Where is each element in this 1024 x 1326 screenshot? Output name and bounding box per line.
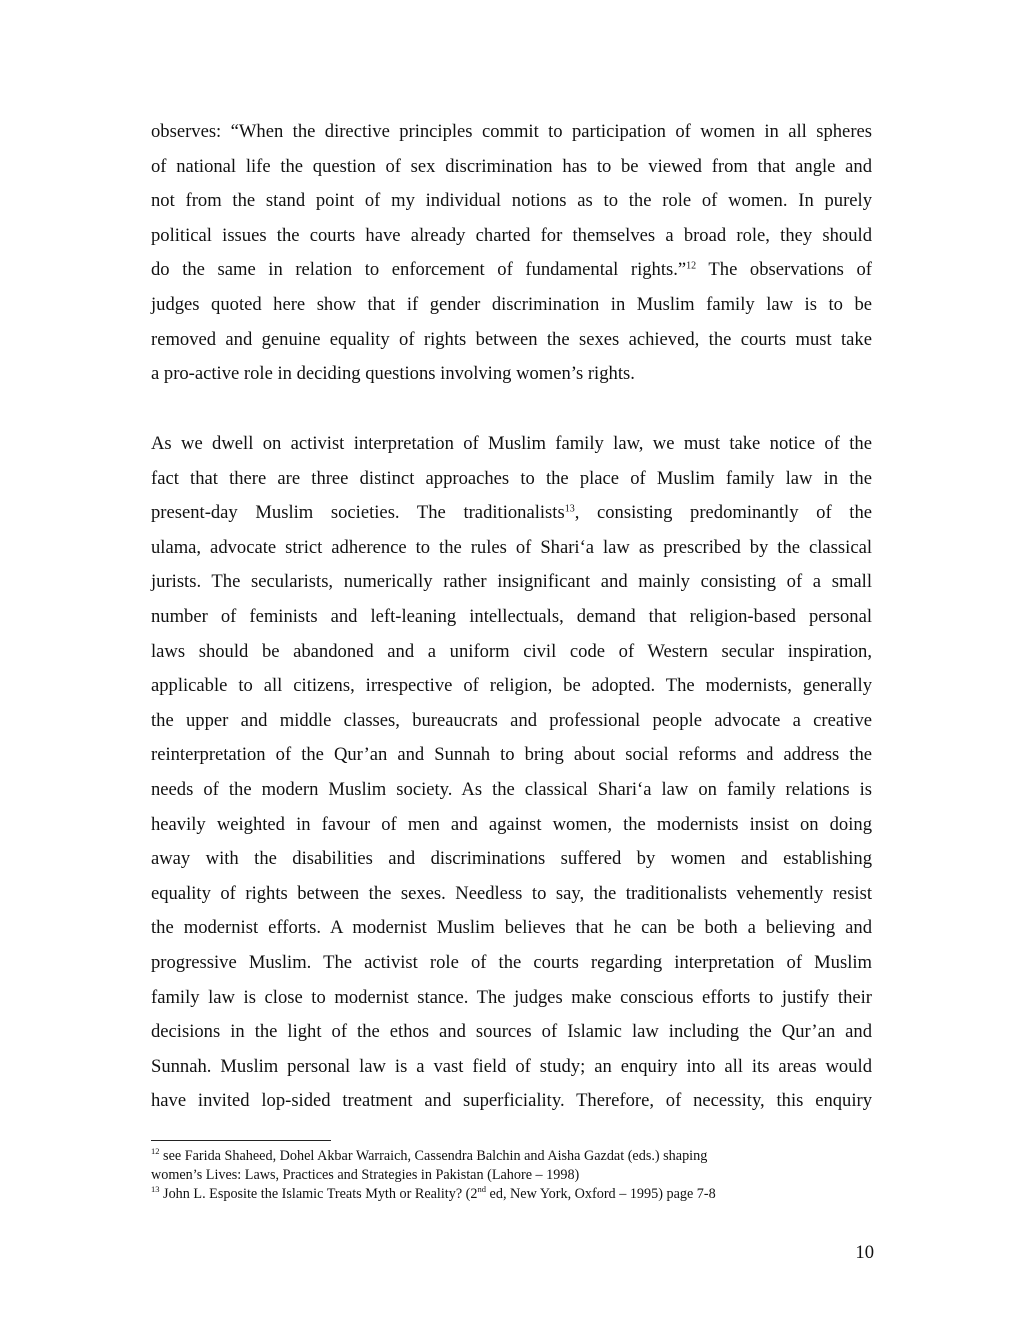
text-fragment: present-day Muslim societies. The traditionalists — [151, 502, 565, 524]
text-line — [151, 253, 872, 288]
text-line: ulama, advocate strict adherence to the rules of Shari‘a law as prescribed by the classical — [151, 536, 872, 558]
text-line: number of feminists and left-leaning intellectuals, demand that religion-based personal — [151, 605, 872, 627]
footnote-12 — [151, 1147, 872, 1166]
text-line: decisions in the light of the ethos and sources of Islamic law including the Qur’an and — [151, 1021, 872, 1043]
text-line: observes: “When the directive principles commit to participation of women in all spheres — [151, 121, 872, 142]
text-line: jurists. The secularists, numerically rather insignificant and mainly consisting of a small — [151, 571, 872, 593]
text-line: Sunnah. Muslim personal law is a vast field of study; an enquiry into all its areas would — [151, 1055, 872, 1077]
text-line: have invited lop-sided treatment and superficiality. Therefore, of necessity, this enquiry — [151, 1090, 872, 1112]
text-line: a pro-active role in deciding questions involving women’s rights. — [151, 363, 635, 385]
text-line — [151, 496, 872, 531]
text-line: the upper and middle classes, bureaucrats and professional people advocate a creative — [151, 709, 872, 731]
footnote-marker: 13 — [151, 1184, 160, 1195]
text-line: away with the disabilities and discriminations suffered by women and establishing — [151, 848, 872, 870]
text-line: removed and genuine equality of rights between the sexes achieved, the courts must take — [151, 328, 872, 350]
text-line: reinterpretation of the Qur’an and Sunnah to bring about social reforms and address the — [151, 744, 872, 766]
ordinal-suffix: nd — [477, 1184, 486, 1195]
text-line: applicable to all citizens, irrespective of religion, be adopted. The modernists, generally — [151, 675, 872, 697]
page-number: 10 — [855, 1242, 874, 1263]
text-fragment: , consisting predominantly of the — [574, 502, 873, 524]
text-line: As we dwell on activist interpretation of Muslim family law, we must take notice of the — [151, 433, 872, 454]
text-fragment: The observations of — [696, 259, 872, 281]
footnote-reference-13[interactable]: 13 — [564, 503, 575, 515]
footnote-text: ed, New York, Oxford – 1995) page 7-8 — [486, 1186, 716, 1202]
text-line: needs of the modern Muslim society. As the classical Shari‘a law on family relations is — [151, 778, 872, 800]
footnote-text: John L. Esposite the Islamic Treats Myth or Reality? (2 — [159, 1186, 478, 1202]
text-line: equality of rights between the sexes. Needless to say, the traditionalists vehemently resist — [151, 882, 872, 904]
text-line: laws should be abandoned and a uniform civil code of Western secular inspiration, — [151, 640, 872, 662]
text-line: political issues the courts have already charted for themselves a broad role, they should — [151, 224, 872, 246]
text-line: of national life the question of sex discrimination has to be viewed from that angle and — [151, 155, 872, 177]
text-line: the modernist efforts. A modernist Muslim believes that he can be both a believing and — [151, 917, 872, 939]
footnote-12-continuation: women’s Lives: Laws, Practices and Strategies in Pakistan (Lahore – 1998) — [151, 1167, 580, 1183]
body-paragraph-2 — [151, 427, 872, 1119]
footnotes — [151, 1147, 872, 1204]
text-fragment: do the same in relation to enforcement of fundamental rights.” — [151, 259, 687, 281]
footnote-separator — [151, 1140, 331, 1141]
text-line: not from the stand point of my individual notions as to the role of women. In purely — [151, 190, 872, 212]
text-line: fact that there are three distinct approaches to the place of Muslim family law in the — [151, 467, 872, 489]
footnote-reference-12[interactable]: 12 — [686, 260, 697, 272]
text-line: family law is close to modernist stance. The judges make conscious efforts to justify their — [151, 986, 872, 1008]
body-paragraph-1 — [151, 115, 872, 392]
footnote-marker: 12 — [151, 1146, 160, 1157]
text-line: heavily weighted in favour of men and against women, the modernists insist on doing — [151, 813, 872, 835]
footnote-text: see Farida Shaheed, Dohel Akbar Warraich, Cassendra Balchin and Aisha Gazdat (eds.) shaping — [159, 1148, 708, 1164]
footnote-13 — [151, 1185, 872, 1204]
text-line: progressive Muslim. The activist role of the courts regarding interpretation of Muslim — [151, 951, 872, 973]
text-line: judges quoted here show that if gender discrimination in Muslim family law is to be — [151, 293, 872, 315]
